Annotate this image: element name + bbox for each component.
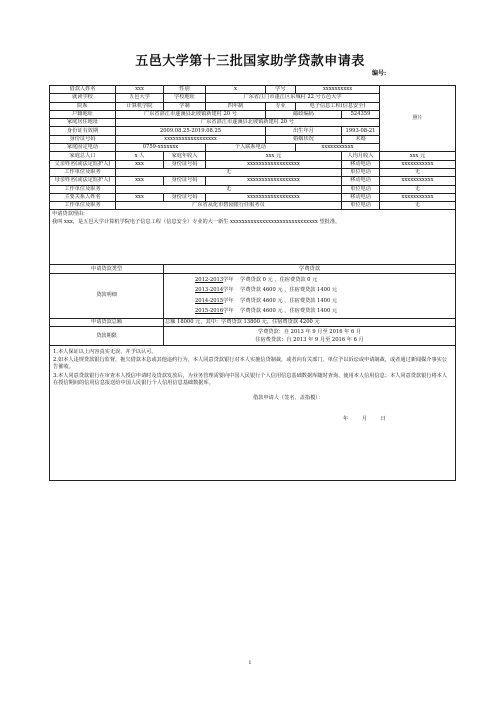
label-borrower-name: 借款人姓名 (50, 86, 116, 94)
application-form-table (49, 85, 456, 481)
label-monthly-income: 人均月收入 (342, 152, 380, 160)
value-relation-work: 广东省从化市碧园银行任服务员 (116, 202, 342, 210)
label-gender: 性别 (164, 86, 206, 94)
value-father-name: xxx (116, 160, 164, 168)
label-loan-total: 申请贷款总额 (50, 318, 164, 326)
label-loan-period: 贷款期限 (50, 327, 164, 346)
value-borrower-name: xxx (116, 86, 164, 94)
loan-reason-box (50, 210, 456, 265)
label-birth-date: 出生年月 (266, 127, 342, 135)
label-marital-status: 婚姻状况 (266, 135, 342, 143)
value-loan-type: 学费贷款 (164, 265, 456, 273)
value-gender: x (206, 86, 266, 94)
label-department: 院系 (50, 102, 116, 110)
label-father-work: 工作单位及职务 (50, 168, 116, 176)
serial-number-label: 编号: (372, 70, 387, 77)
label-id-number: 身份证号码 (50, 135, 116, 143)
value-student-id: xxxxxxxxxx (296, 86, 380, 94)
value-mother-work: 无 (116, 185, 342, 193)
form-row-father-work (50, 168, 456, 176)
value-annual-income: xxx 元 (206, 152, 342, 160)
value-father-id: xxxxxxxxxxxxxxxxxx (206, 160, 342, 168)
label-mother-work-phone: 单位电话 (342, 185, 380, 193)
label-mother-name: 母亲姓名(或法定监护人) (50, 177, 116, 185)
label-program-length: 学制 (164, 102, 206, 110)
value-program-length: 四年制 (206, 102, 266, 110)
loan-period-lines (164, 327, 456, 346)
form-row-mother (50, 177, 456, 185)
label-id-validity: 身份证有效期 (50, 127, 116, 135)
value-mother-work-phone: 无 (380, 185, 456, 193)
label-student-id: 学号 (266, 86, 296, 94)
label-home-phone: 家庭固定电话 (50, 144, 116, 152)
label-loan-detail: 贷款明细 (50, 273, 164, 318)
value-relation-mobile: xxxxxxxxxxx (380, 193, 456, 201)
page-title: 五邑大学第十三批国家助学贷款申请表 (135, 54, 365, 69)
form-row-borrower (50, 86, 456, 94)
label-residence-address: 家庭居住地址 (50, 119, 116, 127)
loan-detail-line: 2015-2016学年 学费贷款 4600 元 ，住宿费贷款 1400 元 (195, 308, 338, 315)
value-id-number: xxxxxxxxxxxxxxxxxx (116, 135, 266, 143)
form-row-family-size (50, 152, 456, 160)
form-row-mother-work (50, 185, 456, 193)
form-row-relation (50, 193, 456, 201)
value-mother-name: xxx (116, 177, 164, 185)
label-household-address: 户籍地址 (50, 110, 116, 118)
signature-date: 年 月 日 (343, 416, 386, 423)
photo-box: 照片 (380, 86, 456, 152)
loan-period-tuition: 学费贷款：自 2013 年 9 月至 2016 年 6 月 (257, 329, 362, 336)
value-school-address: 广东省江门市蓬江区东城村 22 号五邑大学 (206, 94, 380, 102)
label-relation-name: 主要关系人姓名 (50, 193, 116, 201)
value-relation-name: xxx (116, 193, 164, 201)
label-relation-mobile: 移动电话 (342, 193, 380, 201)
label-father-name: 父亲姓名(或法定监护人) (50, 160, 116, 168)
loan-detail-line: 2012-2013学年 学费贷款 0 元 ，住宿费贷款 0 元 (195, 276, 318, 283)
label-mother-id: 身份证号码 (164, 177, 206, 185)
value-relation-id: xxxxxxxxxxxxxxxxxx (206, 193, 342, 201)
value-father-mobile: xxxxxxxxxxx (380, 160, 456, 168)
form-row-declaration (50, 346, 456, 481)
label-school-address: 学校地址 (164, 94, 206, 102)
declaration-item: 3.本人同意贷款银行在审查本人授信申请时及贷款发放后，为业务管理需要向中国人民银行个人信用信息基础数据库随时查询、使用本人信用信息；本人同意贷款银行将本人在授信期间的信用信息报送给中国人民银行个人信用信息基础数据库。 (53, 372, 448, 386)
label-father-work-phone: 单位电话 (342, 168, 380, 176)
value-family-size: x 人 (116, 152, 164, 160)
label-relation-work: 工作单位及职务 (50, 202, 116, 210)
label-mother-mobile: 移动电话 (342, 177, 380, 185)
loan-detail-lines (164, 273, 456, 318)
label-family-size: 家庭总人口 (50, 152, 116, 160)
loan-reason-label: 申请贷款理由: (52, 211, 85, 218)
label-annual-income: 家庭年收入 (164, 152, 206, 160)
declaration-item: 2.如本人违规贷款银行监督，拖欠借款本息或其他违约行为，本人同意贷款银行对本人实施信贷制裁，或者向有关部门、单位予以诉讼或申请制裁，或者通过新闻媒介事实公告催收。 (53, 357, 448, 371)
loan-detail-line: 2013-2014学年 学费贷款 4600 元 ，住宿费贷款 1400 元 (195, 287, 338, 294)
value-school: 五邑大学 (116, 94, 164, 102)
value-household-address: 广东省湛江市遂溪县北坡镇新建村 20 号 (116, 110, 266, 118)
label-major: 专业 (266, 102, 296, 110)
label-father-mobile: 移动电话 (342, 160, 380, 168)
loan-period-lodging: 住宿费贷款：自 2013 年 9 月至 2016 年 6 月 (255, 337, 364, 344)
value-id-validity: 2009.08.25-2019.08.25 (116, 127, 266, 135)
value-monthly-income: xxx 元 (380, 152, 456, 160)
label-father-id: 身份证号码 (164, 160, 206, 168)
value-marital-status: 未婚 (342, 135, 380, 143)
value-mother-id: xxxxxxxxxxxxxxxxxx (206, 177, 342, 185)
form-row-loan-total (50, 318, 456, 326)
value-postcode: 524359 (342, 110, 380, 118)
form-row-loan-period (50, 327, 456, 346)
label-postcode: 邮政编码 (266, 110, 342, 118)
value-home-phone: 0759-xxxxxxx (116, 144, 206, 152)
label-relation-work-phone: 单位电话 (342, 202, 380, 210)
label-loan-type: 申请贷款类型 (50, 265, 164, 273)
form-row-loan-detail (50, 273, 456, 318)
page-number: 1 (248, 660, 252, 666)
value-residence-address: 广东省湛江市遂溪县北坡镇新建村 20 号 (116, 119, 380, 127)
label-mother-work: 工作单位及职务 (50, 185, 116, 193)
value-loan-total: 总额 18000 元，其中：学费贷款 13800 元，住宿费贷款 4200 元 (164, 318, 456, 326)
form-row-relation-work (50, 202, 456, 210)
value-relation-work-phone: 无 (380, 202, 456, 210)
value-birth-date: 1993-08-21 (342, 127, 380, 135)
form-row-father (50, 160, 456, 168)
value-department: 计算机学院 (116, 102, 164, 110)
form-row-loan-type (50, 265, 456, 273)
form-row-reason (50, 210, 456, 265)
label-personal-phone: 个人联系电话 (206, 144, 296, 152)
value-mother-mobile: xxxxxxxxxxx (380, 177, 456, 185)
value-personal-phone: xxxxxxxxxxx (296, 144, 380, 152)
loan-reason-text: 我叫 xxx，是五邑大学计算机学院电子信息工程（信息安全）专业的大一新生 xxxxxxxxxxxxxxxxxxxxxxxxxxxxxx 望批准。 (52, 219, 341, 226)
declaration-box (50, 346, 456, 481)
declaration-item: 1.本人保证以上内容真实无误，并予以认可。 (53, 349, 157, 356)
label-relation-id: 身份证号码 (164, 193, 206, 201)
signature-line: 借款申请人（签名、盖指模）： (253, 395, 324, 402)
value-father-work-phone: 无 (380, 168, 456, 176)
value-major: 电子信息工程(信息安全) (296, 102, 380, 110)
value-father-work: 无 (116, 168, 342, 176)
loan-detail-line: 2014-2015学年 学费贷款 4600 元 ，住宿费贷款 1400 元 (195, 297, 338, 304)
label-school: 就读学校 (50, 94, 116, 102)
